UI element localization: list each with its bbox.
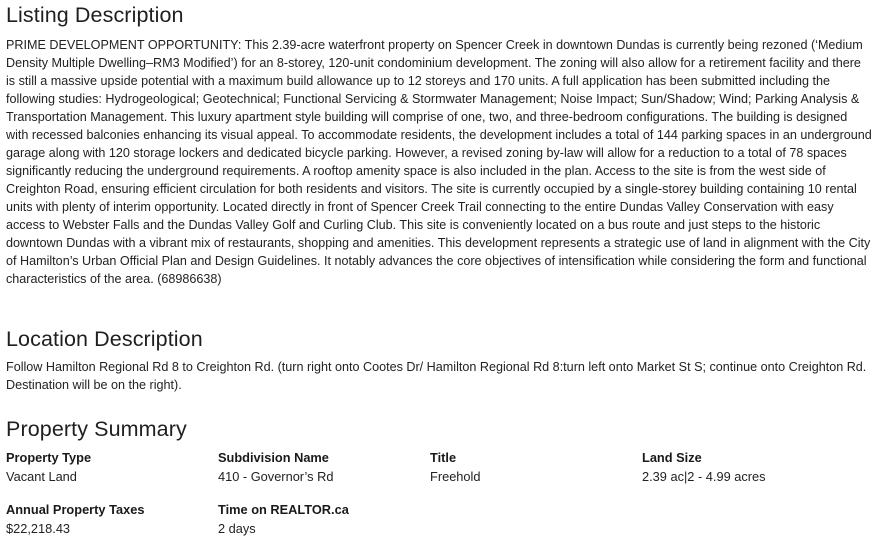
property-summary-heading: Property Summary <box>6 417 187 441</box>
summary-label: Annual Property Taxes <box>6 502 145 517</box>
summary-field-time-on-realtor <box>218 500 430 542</box>
summary-value: 410 - Governor’s Rd <box>218 469 334 484</box>
summary-field-land-size <box>642 448 854 490</box>
location-description-text: Follow Hamilton Regional Rd 8 to Creighton Rd. (turn right onto Cootes Dr/ Hamilton Regional Rd 8:turn left onto Market St S; continue onto Creighton Rd. Destination will be on the right). <box>6 360 867 392</box>
summary-value: 2.39 ac|2 - 4.99 acres <box>642 469 766 484</box>
property-summary-grid <box>6 448 872 542</box>
listing-description-heading: Listing Description <box>6 3 184 27</box>
summary-value: Freehold <box>430 469 481 484</box>
summary-value: Vacant Land <box>6 469 77 484</box>
summary-label: Land Size <box>642 450 702 465</box>
summary-field-subdivision-name <box>218 448 430 490</box>
summary-label: Time on REALTOR.ca <box>218 502 349 517</box>
listing-description-text: PRIME DEVELOPMENT OPPORTUNITY: This 2.39-acre waterfront property on Spencer Creek in downtown Dundas is currently being rezoned (‘Medium Density Multiple Dwelling–RM3 Modified’) for an 8-storey, 120-unit condominium development. The zoning will also allow for a retirement facility and there is still a massive upside potential with a maximum build allowance up to 12 storeys and 170 units. A full application has been submitted including the following studies: Hydrogeological; Geotechnical; Functional Servicing & Stormwater Management; Noise Impact; Sun/Shadow; Wind; Parking Analysis & Transportation Management. This luxury apartment style building will comprise of one, two, and three-bedroom configurations. The building is designed with recessed balconies enhancing its visual appeal. To accommodate residents, the development includes a total of 144 parking spaces in an underground garage along with 120 storage lockers and dedicated bicycle parking. However, a revised zoning by-law will allow for a reduction to a total of 78 spaces significantly reducing the underground requirements. A rooftop amenity space is also included in the plan. Access to the site is from the west side of Creighton Road, ensuring efficient circulation for both residents and visitors. The site is currently occupied by a single-storey building containing 10 rental units with plenty of interim opportunity. Located directly in front of Spencer Creek Trail connecting to the entire Dundas Valley Conservation with easy access to Webster Falls and the Dundas Valley Golf and Curling Club. This site is conveniently located on a bus route and just steps to the historic downtown Dundas with a vibrant mix of restaurants, shopping and amenities. This development represents a strategic use of land in alignment with the City of Hamilton’s Urban Official Plan and Design Guidelines. It notably advances the core objectives of intensification while considering the form and functional characteristics of the area. (68986638) <box>6 38 872 286</box>
summary-field-title <box>430 448 642 490</box>
summary-field-annual-property-taxes <box>6 500 218 542</box>
summary-label: Subdivision Name <box>218 450 329 465</box>
summary-value: $22,218.43 <box>6 521 71 536</box>
summary-label: Property Type <box>6 450 92 465</box>
summary-field-property-type <box>6 448 218 490</box>
summary-value: 2 days <box>218 521 256 536</box>
location-description-heading: Location Description <box>6 327 203 351</box>
summary-label: Title <box>430 450 457 465</box>
